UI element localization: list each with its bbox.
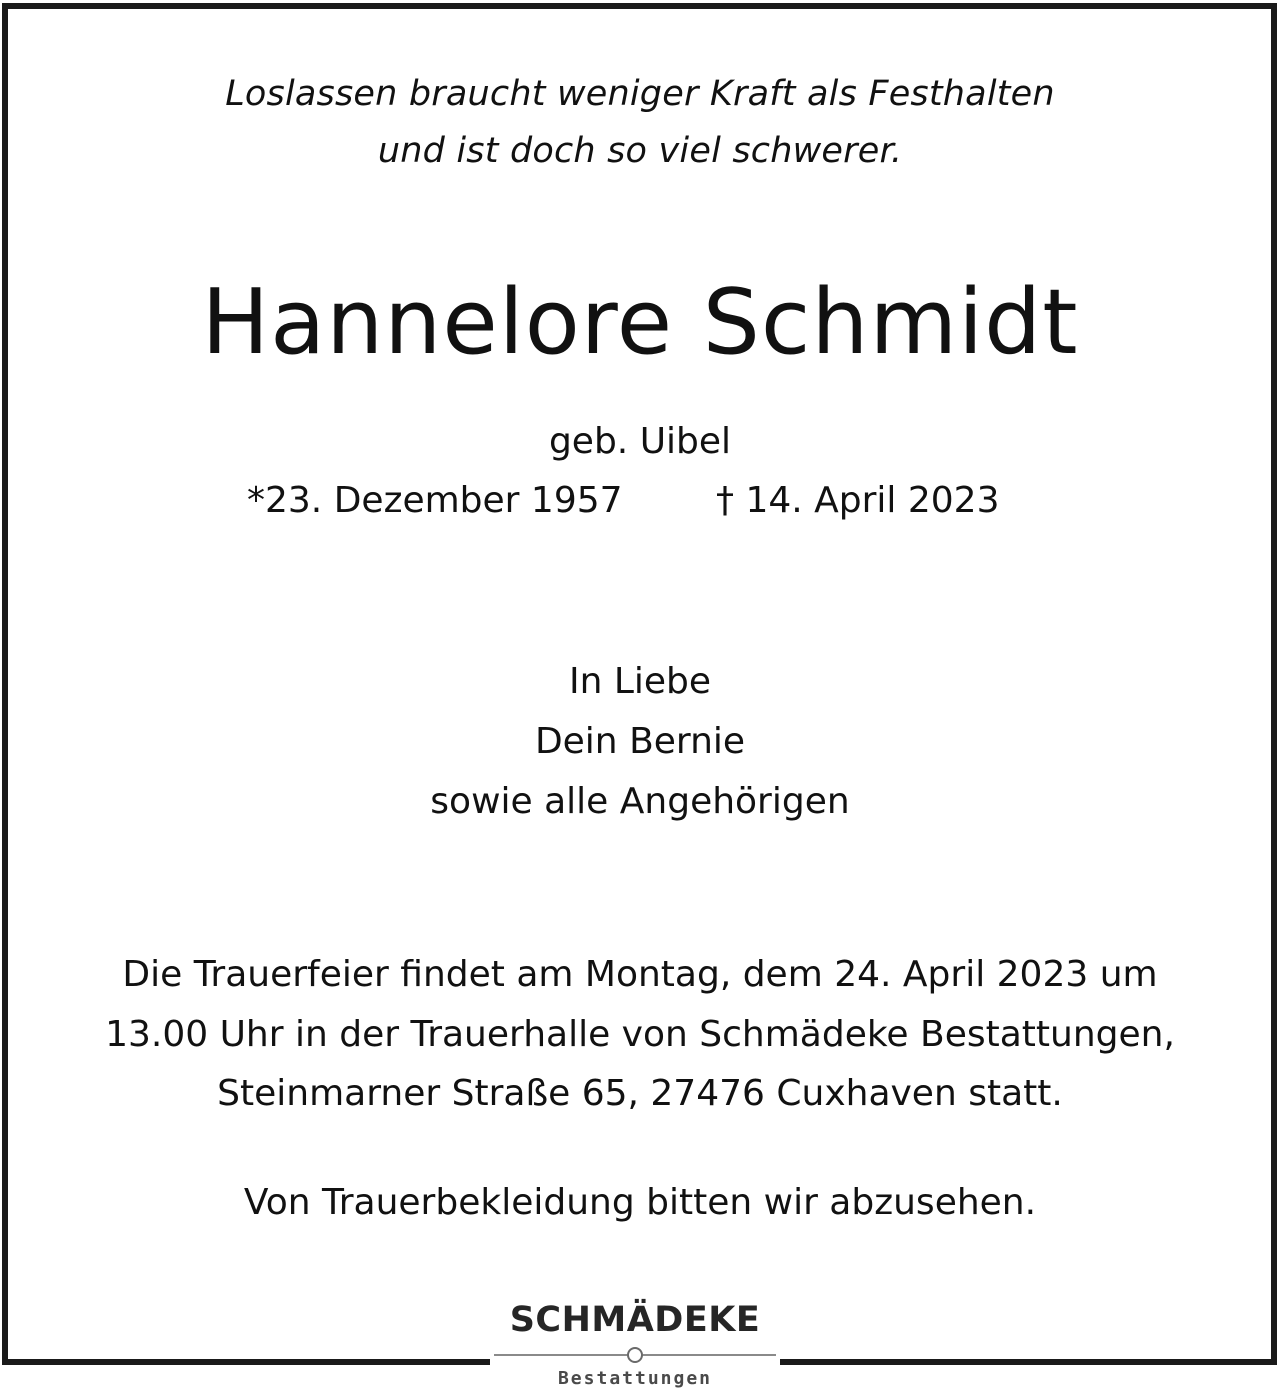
deceased-name: Hannelore Schmidt xyxy=(201,270,1079,375)
funeral-home-logo xyxy=(490,1286,780,1399)
motto-line-1: Loslassen braucht weniger Kraft als Festhalten xyxy=(225,74,1055,114)
death-date: † 14. April 2023 xyxy=(716,480,1000,521)
dress-code-note: Von Trauerbekleidung bitten wir abzusehen. xyxy=(243,1182,1037,1223)
service-line-3: Steinmarner Straße 65, 27476 Cuxhaven statt. xyxy=(217,1073,1063,1114)
service-line-1: Die Trauerfeier findet am Montag, dem 24. April 2023 um xyxy=(122,954,1158,995)
maiden-name: geb. Uibel xyxy=(548,421,732,462)
logo-ring-icon xyxy=(627,1347,643,1363)
motto-line-2: und ist doch so viel schwerer. xyxy=(377,131,903,171)
logo-subtitle: Bestattungen xyxy=(557,1368,713,1389)
mourners-line-1: In Liebe xyxy=(568,661,712,702)
mourners-line-2: Dein Bernie xyxy=(534,721,746,762)
service-line-2: 13.00 Uhr in der Trauerhalle von Schmädeke Bestattungen, xyxy=(105,1014,1175,1055)
life-dates xyxy=(0,480,1280,528)
birth-date: *23. Dezember 1957 xyxy=(247,480,623,521)
mourners-line-3: sowie alle Angehörigen xyxy=(430,781,850,822)
logo-name: SCHMÄDEKE xyxy=(509,1300,761,1340)
